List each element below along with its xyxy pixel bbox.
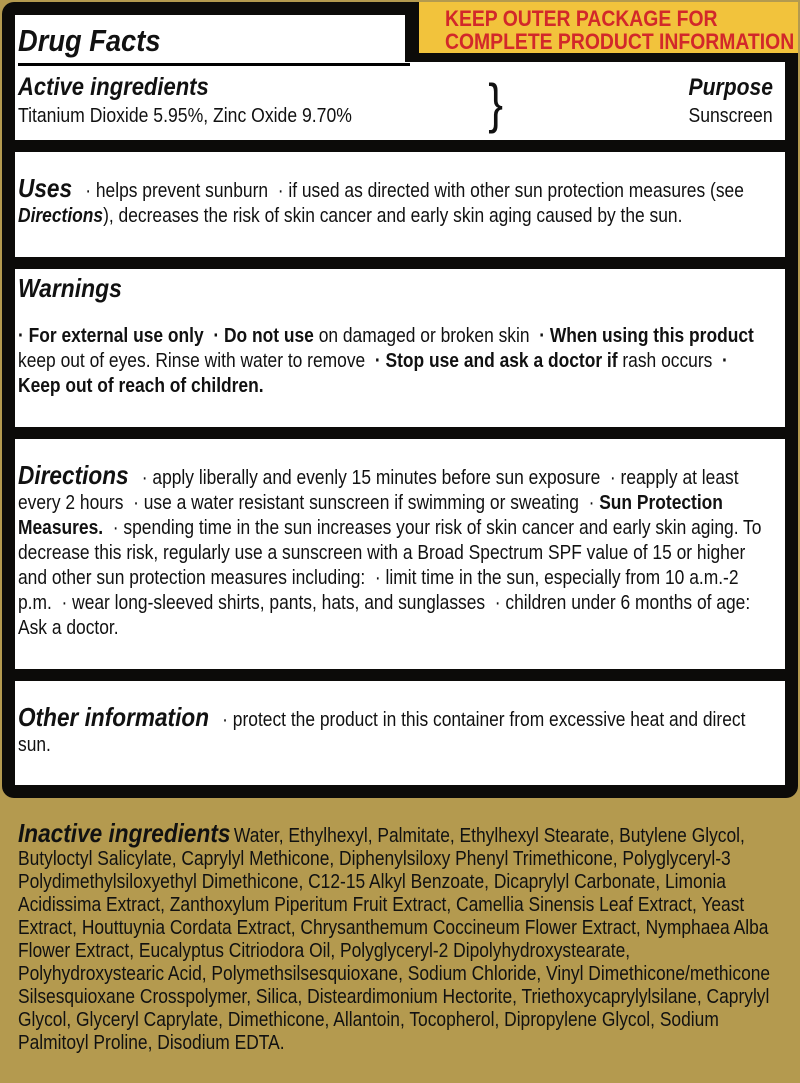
active-ingredients-value-row xyxy=(18,103,773,130)
section-directions xyxy=(15,439,785,669)
other-information-paragraph xyxy=(18,702,773,758)
active-ingredients-heading: Active ingredients xyxy=(18,73,209,101)
warnings-body: · For external use only · Do not use on damaged or broken skin · When using this product keep out of eyes. Rinse with water to remove · Stop use and ask a doctor if rash occurs · Keep out of reach of children. xyxy=(18,325,759,397)
uses-body: · helps prevent sunburn · if used as directed with other sun protection measures (see Directions), decreases the risk of skin cancer and early skin aging caused by the sun. xyxy=(18,180,749,227)
purpose-heading: Purpose xyxy=(688,74,773,101)
directions-paragraph xyxy=(18,460,773,641)
banner-line-1: KEEP OUTER PACKAGE FOR xyxy=(445,6,718,31)
inactive-ingredients-heading: Inactive ingredients xyxy=(18,818,231,848)
active-ingredients-header-row xyxy=(18,72,773,103)
section-uses xyxy=(15,152,785,257)
section-active-ingredients xyxy=(15,66,785,140)
other-information-heading: Other information xyxy=(18,702,210,732)
directions-heading: Directions xyxy=(18,460,129,490)
inactive-ingredients-value: Water, Ethylhexyl, Palmitate, Ethylhexyl Stearate, Butylene Glycol, Butyloctyl Salicylate, Caprylyl Methicone, Diphenylsiloxy Phenyl Trimethicone, Polyglyceryl-3 Polydimethylsiloxyethyl Dimethicone, C12-15 Alkyl Benzoate, Dicaprylyl Carbonate, Limonia Acidissima Extract, Zanthoxylum Piperitum Fruit Extract, Camellia Sinensis Leaf Extract, Yeast Extract, Houttuynia Cordata Extract, Chrysanthemum Coccineum Flower Extract, Nymphaea Alba Flower Extract, Eucalyptus Citriodora Oil, Polyglyceryl-2 Dipolyhydroxystearate, Polyhydroxystearic Acid, Polymethsilsesquioxane, Sodium Chloride, Vinyl Dimethicone/methicone Silsesquioxane Crosspolymer, Silica, Disteardimonium Hectorite, Triethoxycaprylylsilane, Caprylyl Glycol, Glyceryl Caprylate, Dimethicone, Allantoin, Tocopherol, Dipropylene Glycol, Sodium Palmitoyl Proline, Disodium EDTA. xyxy=(18,825,775,1054)
section-separator xyxy=(15,257,785,269)
drug-facts-label xyxy=(2,2,798,1054)
section-separator xyxy=(15,427,785,439)
brace-glyph: } xyxy=(488,73,504,135)
active-ingredients-value: Titanium Dioxide 5.95%, Zinc Oxide 9.70% xyxy=(18,105,352,127)
other-information-body: · protect the product in this container from excessive heat and direct sun. xyxy=(18,709,751,756)
section-separator xyxy=(15,669,785,681)
warnings-heading: Warnings xyxy=(18,273,122,303)
section-other-information xyxy=(15,681,785,786)
section-warnings xyxy=(15,269,785,427)
page-title: Drug Facts xyxy=(18,23,161,58)
section-separator xyxy=(15,140,785,152)
uses-heading: Uses xyxy=(18,173,73,203)
banner-line-2: COMPLETE PRODUCT INFORMATION xyxy=(445,29,795,54)
section-inactive-ingredients xyxy=(15,798,785,1083)
section-separator xyxy=(15,786,785,798)
uses-paragraph xyxy=(18,173,773,229)
purpose-value: Sunscreen xyxy=(688,105,773,127)
inactive-ingredients-paragraph xyxy=(18,818,775,1055)
label-content xyxy=(15,15,795,1083)
directions-body: · apply liberally and evenly 15 minutes before sun exposure · reapply at least every 2 hours · use a water resistant sunscreen if swimming or sweating · Sun Protection Measures. · spending time in the sun increases your risk of skin cancer and early skin aging. To decrease this risk, regularly use a sunscreen with a Broad Spectrum SPF value of 15 or higher and other sun protection measures including: · limit time in the sun, especially from 10 a.m.-2 p.m. · wear long-sleeved shirts, pants, hats, and sunglasses · children under 6 months of age: Ask a doctor. xyxy=(18,467,767,639)
keep-outer-package-banner xyxy=(405,2,798,62)
